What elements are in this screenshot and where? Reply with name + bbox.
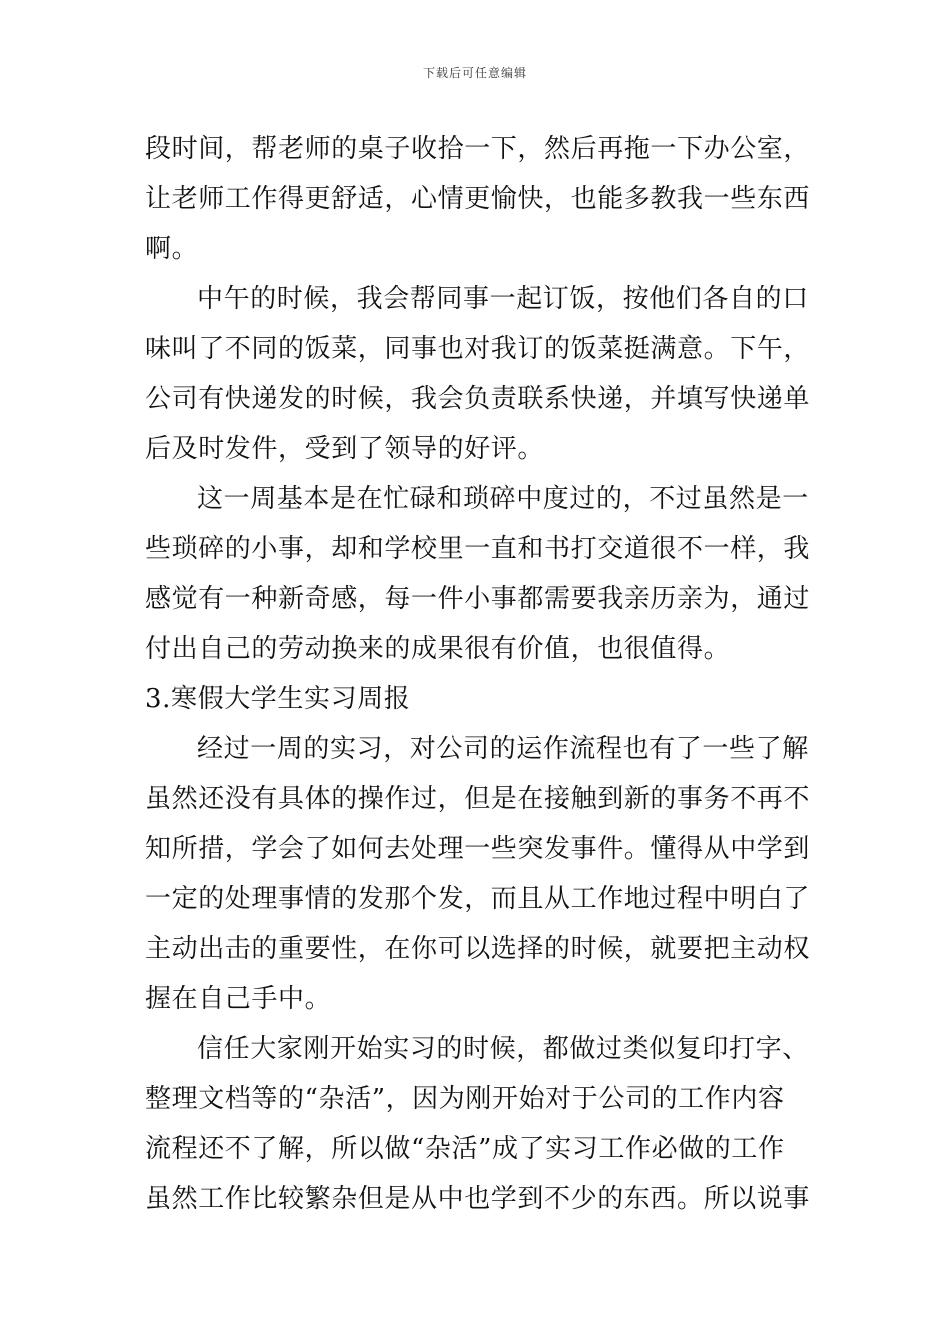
text-line: 后及时发件，受到了领导的好评。 [145,434,545,464]
text-line: 一定的处理事情的发那个发，而且从工作地过程中明白了 [145,884,811,914]
text-line: 整理文档等的“杂活”，因为刚开始对于公司的工作内容 [145,1084,785,1114]
text-line: 流程还不了解，所以做“杂活”成了实习工作必做的工作 [145,1134,785,1164]
text-line: 主动出击的重要性，在你可以选择的时候，就要把主动权 [145,934,811,964]
text-line: 虽然还没有具体的操作过，但是在接触到新的事务不再不 [145,784,811,814]
text-line: 知所措，学会了如何去处理一些突发事件。懂得从中学到 [145,834,811,864]
text-line: 付出自己的劳动换来的成果很有价值，也很值得。 [145,634,731,664]
text-line: 段时间，帮老师的桌子收拾一下，然后再拖一下办公室， [145,134,811,164]
page-header: 下载后可任意编辑 [422,66,527,80]
text-line: 虽然工作比较繁杂但是从中也学到不少的东西。所以说事 [145,1184,811,1214]
text-line: 握在自己手中。 [145,984,332,1014]
text-line: 啊。 [145,234,199,264]
section-heading: 3.寒假大学生实习周报 [145,684,411,714]
paragraph-start-line: 这一周基本是在忙碌和琐碎中度过的，不过虽然是一 [197,484,809,514]
paragraph-start-line: 信任大家刚开始实习的时候，都做过类似复印打字、 [197,1034,809,1064]
text-line: 感觉有一种新奇感，每一件小事都需要我亲历亲为，通过 [145,584,811,614]
text-line: 味叫了不同的饭菜，同事也对我订的饭菜挺满意。下午， [145,334,811,364]
paragraph-start-line: 经过一周的实习，对公司的运作流程也有了一些了解 [197,734,809,764]
text-line: 些琐碎的小事，却和学校里一直和书打交道很不一样，我 [145,534,811,564]
text-line: 公司有快递发的时候，我会负责联系快递，并填写快递单 [145,384,811,414]
document-body [145,124,810,1224]
paragraph-start-line: 中午的时候，我会帮同事一起订饭，按他们各自的口 [197,284,809,314]
text-line: 让老师工作得更舒适，心情更愉快，也能多教我一些东西 [145,184,811,214]
